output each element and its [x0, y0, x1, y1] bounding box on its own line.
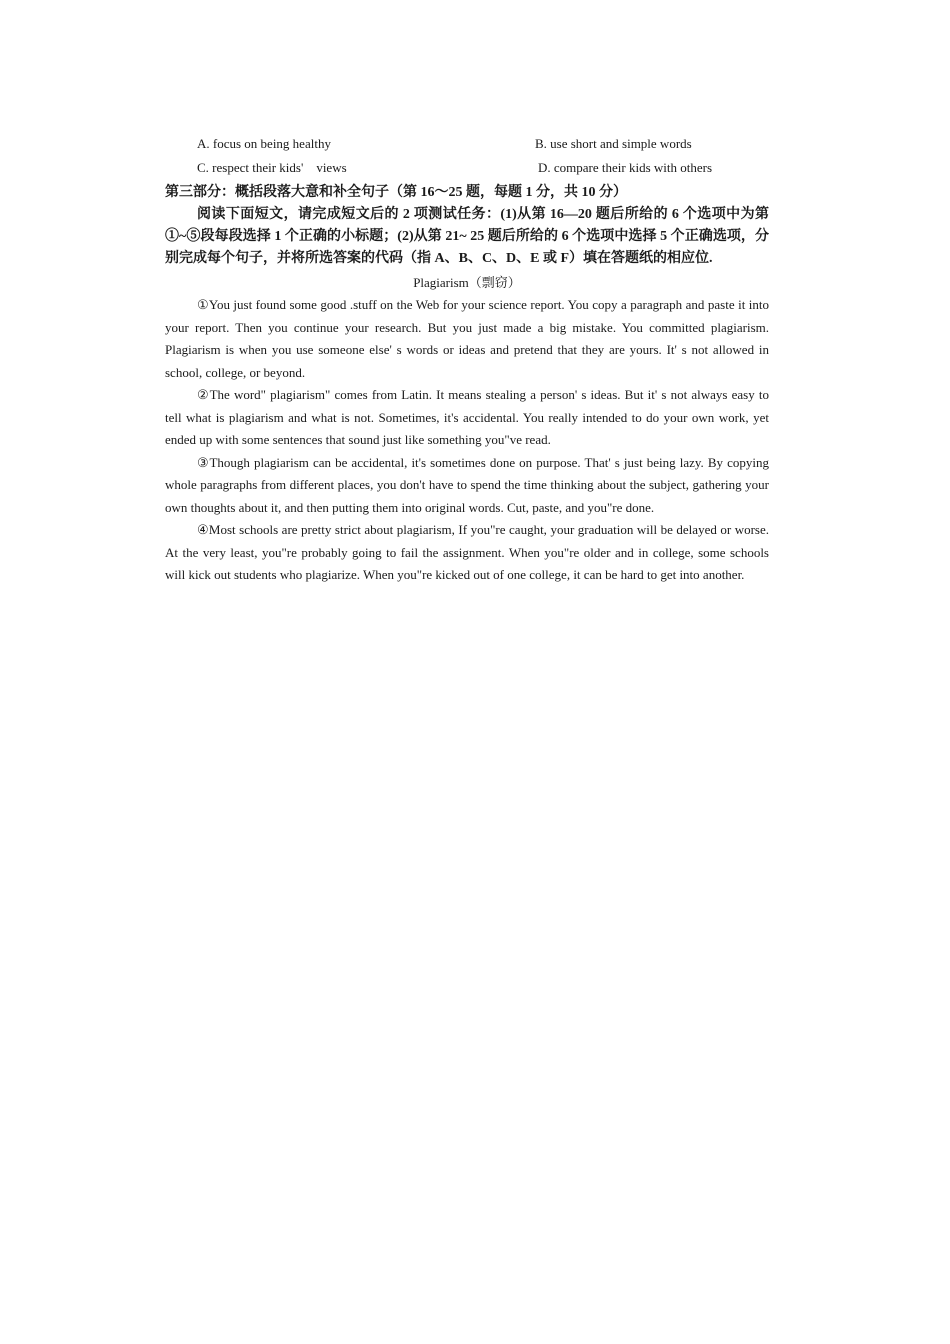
section-instructions: 阅读下面短文，请完成短文后的 2 项测试任务：(1)从第 16—20 题后所给的 6 个选项中为第①~⑤段每段选择 1 个正确的小标题；(2)从第 21~ 25 题后所给的 6 个选项中选择 5 个正确选项，分别完成每个句子，并将所选答案的代码（指 A、B、C、D、E 或 F）填在答题纸的相应位.	[165, 207, 769, 266]
answer-options	[165, 136, 769, 182]
passage-paragraph-4: ④Most schools are pretty strict about plagiarism, If you"re caught, your graduation will be delayed or worse. At the very least, you"re probably going to fail the assignment. When you"re older and in college, some schools will kick out students who plagiarize. When you"re kicked out of one college, it can be hard to get into another.	[165, 522, 769, 582]
option-a: A. focus on being healthy	[197, 136, 331, 151]
document-page	[165, 136, 769, 587]
passage-title: Plagiarism（剽窃）	[413, 275, 521, 290]
option-d: D. compare their kids with others	[538, 160, 713, 175]
option-b: B. use short and simple words	[535, 136, 692, 151]
section-title: 第三部分：概括段落大意和补全句子（第 16～25 题，每题 1 分，共 10 分）	[165, 185, 627, 200]
passage-paragraph-2: ②The word" plagiarism" comes from Latin. It means stealing a person' s ideas. But it' s not always easy to tell what is plagiarism and what is not. Sometimes, it's accidental. You really intended to do your own work, yet ended up with some sentences that sound just like something you"ve read.	[165, 387, 769, 447]
option-c: C. respect their kids' views	[197, 160, 347, 175]
passage-paragraph-1: ①You just found some good .stuff on the Web for your science report. You copy a paragraph and paste it into your report. Then you continue your research. But you just made a big mistake. You committed plagiarism. Plagiarism is when you use someone else' s words or ideas and pretend that they are yours. It' s not allowed in school, college, or beyond.	[165, 297, 769, 380]
passage-paragraph-3: ③Though plagiarism can be accidental, it's sometimes done on purpose. That' s just being lazy. By copying whole paragraphs from different places, you don't have to spend the time thinking about the subject, gathering your own thoughts about it, and then putting them into original words. Cut, paste, and you"re done.	[165, 454, 769, 515]
